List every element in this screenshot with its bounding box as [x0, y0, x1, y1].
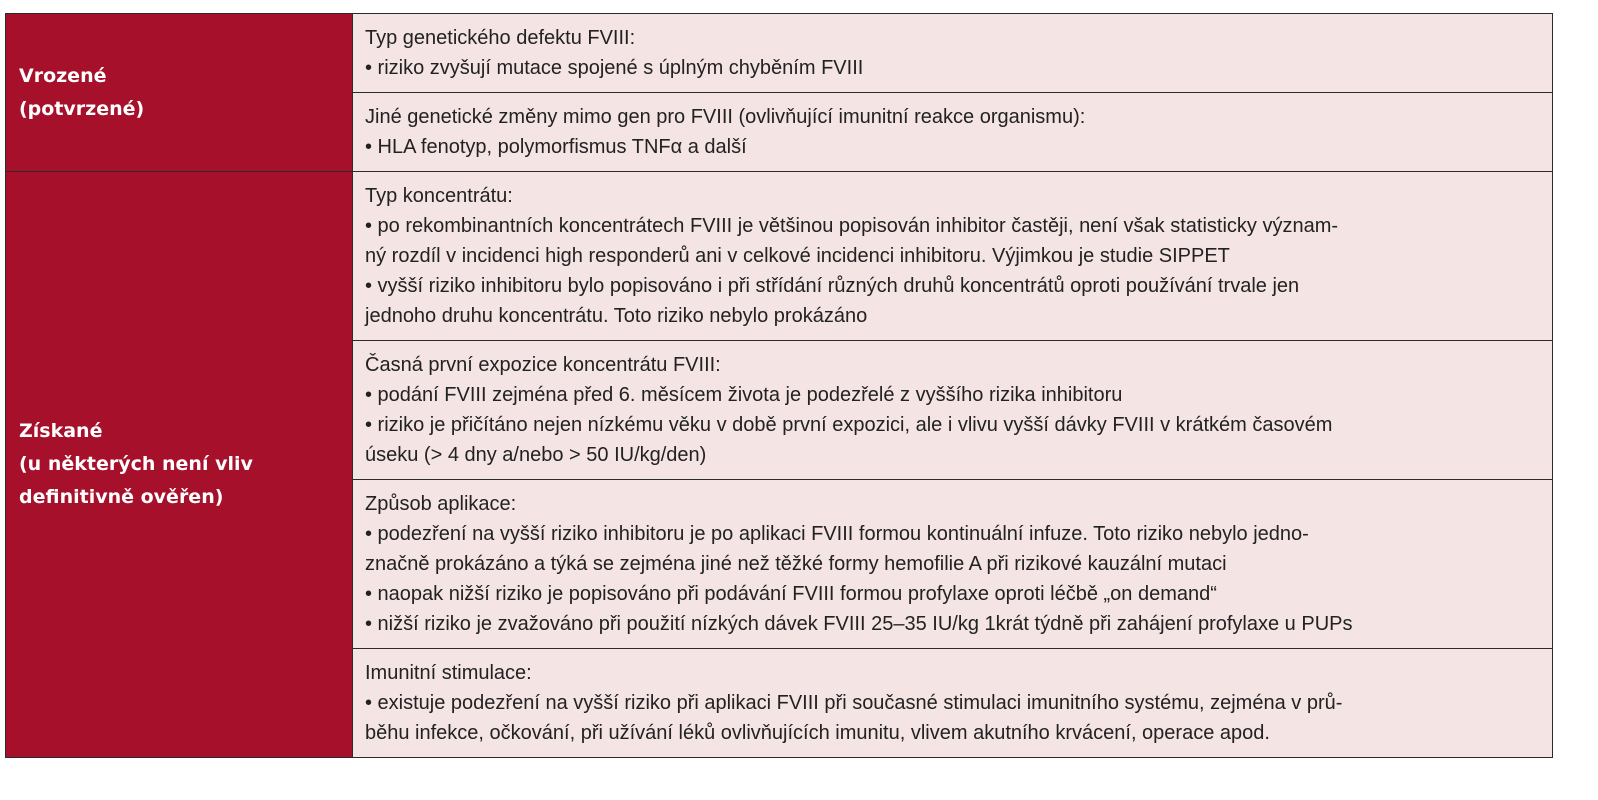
- factor-line: značně prokázáno a týká se zejména jiné než těžké formy hemofilie A při rizikové kauzální mutaci: [365, 553, 1227, 575]
- table-row: [6, 172, 1553, 341]
- factor-line: • podání FVIII zejména před 6. měsícem života je podezřelé z vyššího rizika inhibitoru: [365, 384, 1123, 406]
- category-label: (potvrzené): [19, 97, 145, 120]
- factor-heading: Způsob aplikace:: [365, 493, 517, 515]
- category-label: Vrozené: [19, 64, 107, 87]
- factor-line: jednoho druhu koncentrátu. Toto riziko nebylo prokázáno: [365, 305, 868, 327]
- factor-line: úseku (> 4 dny a/nebo > 50 IU/kg/den): [365, 444, 707, 466]
- factor-cell: [353, 480, 1553, 649]
- factor-cell: [353, 14, 1553, 93]
- factor-line: • po rekombinantních koncentrátech FVIII je většinou popisován inhibitor častěji, není však statisticky význam-: [365, 215, 1339, 237]
- factor-line: běhu infekce, očkování, při užívání léků ovlivňujících imunitu, vlivem akutního krvácení, operace apod.: [365, 722, 1270, 744]
- factor-heading: Časná první expozice koncentrátu FVIII:: [365, 354, 721, 376]
- factor-heading: Jiné genetické změny mimo gen pro FVIII (ovlivňující imunitní reakce organismu):: [365, 106, 1086, 128]
- category-cell-acquired: [6, 172, 353, 758]
- factor-line: • riziko zvyšují mutace spojené s úplným chyběním FVIII: [365, 57, 864, 79]
- category-label: (u některých není vliv: [19, 453, 253, 475]
- factor-cell: [353, 93, 1553, 172]
- factor-cell: [353, 341, 1553, 480]
- category-label: Získané: [19, 420, 103, 442]
- table-row: [6, 14, 1553, 93]
- factor-heading: Imunitní stimulace:: [365, 662, 532, 684]
- category-label: definitivně ověřen): [19, 486, 224, 508]
- factor-line: • vyšší riziko inhibitoru bylo popisováno i při střídání různých druhů koncentrátů oproti používání trvale jen: [365, 275, 1300, 297]
- factor-cell: [353, 649, 1553, 758]
- factor-cell: [353, 172, 1553, 341]
- risk-factors-table: [5, 13, 1553, 758]
- factor-line: • podezření na vyšší riziko inhibitoru je po aplikaci FVIII formou kontinuální infuze. Toto riziko nebylo jedno-: [365, 523, 1309, 545]
- category-cell-congenital: [6, 14, 353, 172]
- factor-heading: Typ koncentrátu:: [365, 185, 513, 207]
- factor-line: • nižší riziko je zvažováno při použití nízkých dávek FVIII 25–35 IU/kg 1krát týdně při zahájení profylaxe u PUPs: [365, 613, 1353, 635]
- factor-line: • riziko je přičítáno nejen nízkému věku v době první expozici, ale i vlivu vyšší dávky FVIII v krátkém časovém: [365, 414, 1333, 436]
- factor-line: • naopak nižší riziko je popisováno při podávání FVIII formou profylaxe oproti léčbě „on demand“: [365, 583, 1217, 605]
- factor-line: ný rozdíl v incidenci high responderů ani v celkové incidenci inhibitoru. Výjimkou je studie SIPPET: [365, 245, 1230, 267]
- factor-heading: Typ genetického defektu FVIII:: [365, 27, 636, 49]
- factor-line: • existuje podezření na vyšší riziko při aplikaci FVIII při současné stimulaci imunitního systému, zejména v prů-: [365, 692, 1343, 714]
- factor-line: • HLA fenotyp, polymorfismus TNFα a další: [365, 136, 747, 158]
